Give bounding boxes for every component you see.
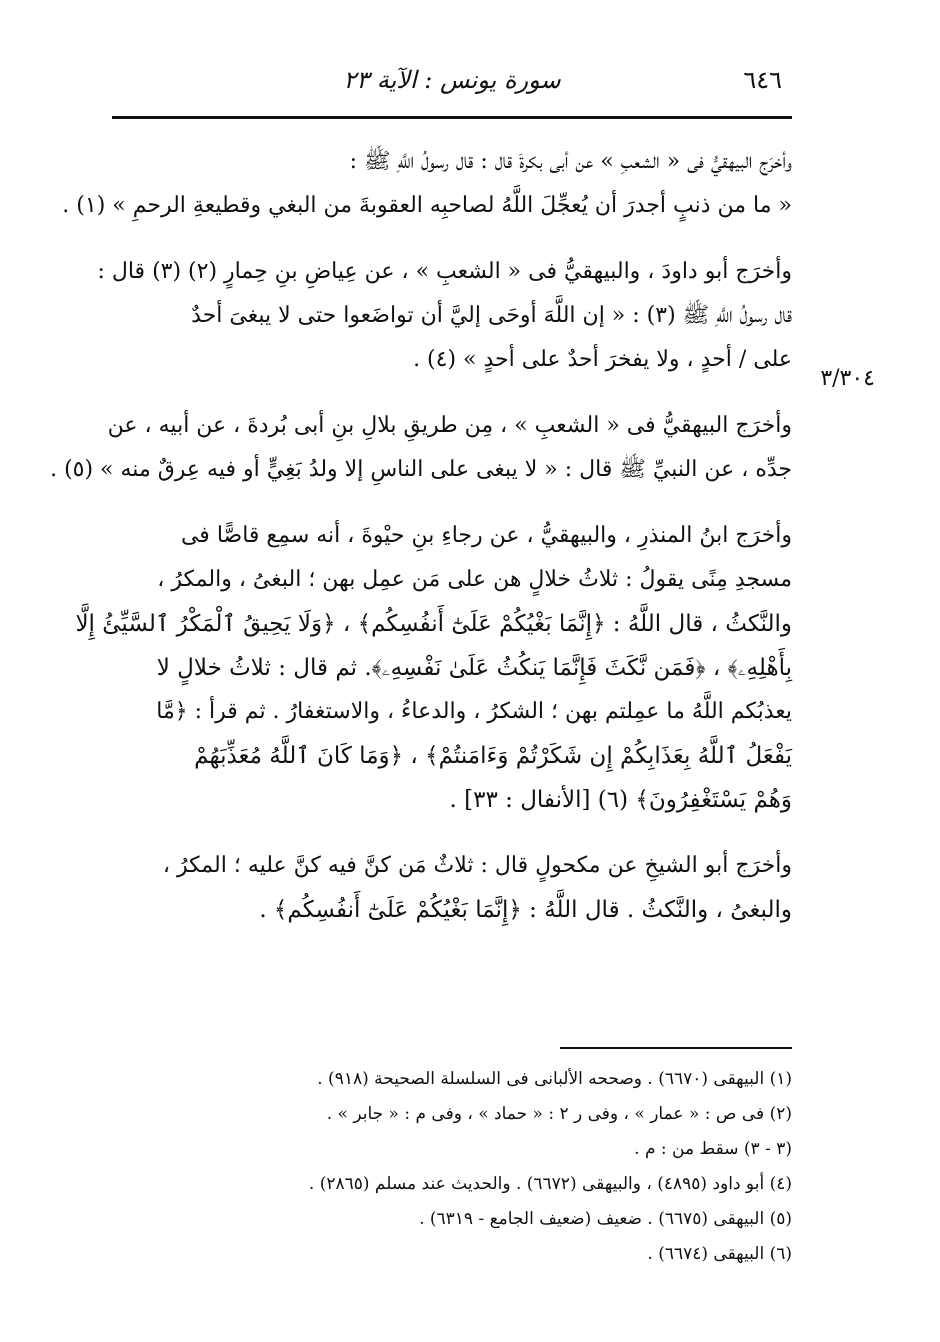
paragraph-4 (75, 514, 792, 822)
text-line: وأخرَج البيهقيُّ فى « الشعبِ » ، مِن طريقِ بلالِ بنِ أبى بُردةَ ، عن أبيه ، عن (107, 413, 792, 438)
main-text (50, 140, 792, 938)
page-number: ٦٤٦ (743, 66, 782, 94)
paragraph-5 (112, 844, 792, 932)
text-line: يَفْعَلُ ٱللَّهُ بِعَذَابِكُمْ إِن شَكَرْتُمْ وَءَامَنتُمْ﴾ ، ﴿وَمَا كَانَ ٱللَّهُ مُعَذِّبَهُمْ (194, 743, 792, 769)
text-line: على / أحدٍ ، ولا يفخرَ أحدٌ على أحدٍ » (٤) . (413, 347, 792, 372)
paragraph-1 (62, 140, 792, 228)
text-line: والبغىُ ، والنَّكثُ . قال اللَّهُ : ﴿إِنَّمَا بَغْيُكُمْ عَلَىٰٓ أَنفُسِكُم﴾ . (259, 897, 792, 923)
footnote-2: (٢) فى ص : « عمار » ، وفى ر ٢ : « حماد » ، وفى م : « جابر » . (326, 1104, 792, 1124)
footnotes (112, 1062, 792, 1272)
text-line: وأخرَج البيهقيُّ فى « الشعبِ » عن أبى بكرةَ قال : قال رسولُ اللَّهِ ﷺ : (349, 149, 792, 174)
footnote-3: (٣ - ٣) سقط من : م . (634, 1139, 792, 1159)
footnote-4: (٤) أبو داود (٤٨٩٥) ، والبيهقى (٦٦٧٢) . والحديث عند مسلم (٢٨٦٥) . (308, 1174, 792, 1194)
text-line: والنَّكثُ ، قال اللَّهُ : ﴿إِنَّمَا بَغْيُكُمْ عَلَىٰٓ أَنفُسِكُم﴾ ، ﴿وَلَا يَحِيقُ ٱلْمَكْرُ ٱلسَّيِّئُ إِلَّا (75, 611, 792, 637)
footnote-1: (١) البيهقى (٦٦٧٠) . وصححه الألبانى فى السلسلة الصحيحة (٩١٨) . (317, 1069, 792, 1089)
footnote-divider (560, 1047, 792, 1049)
text-line: مسجدِ مِنًى يقولُ : ثلاثُ خلالٍ هن على مَن عمِل بهن ؛ البغىُ ، والمكرُ ، (157, 567, 792, 592)
page-header (112, 60, 792, 119)
text-line: « ما من ذنبٍ أجدرَ أن يُعجِّلَ اللَّهُ لصاحبِه العقوبةَ من البغي وقطيعةِ الرحمِ » (١) . (62, 193, 792, 218)
running-title: سورة يونس : الآية ٢٣ (343, 66, 561, 94)
footnote-5: (٥) البيهقى (٦٦٧٥) . ضعيف (ضعيف الجامع - ٦٣١٩) . (419, 1209, 792, 1229)
text-line: قال رسولُ اللَّهِ ﷺ (٣) : « إن اللَّهَ أوحَى إليَّ أن تواضَعوا حتى لا يبغىَ أحدٌ (191, 303, 792, 328)
text-line: يعذبُكم اللَّهُ ما عمِلتم بهن ؛ الشكرُ ، والدعاءُ ، والاستغفارُ . ثم قرأ : ﴿مَّا (156, 699, 792, 724)
text-line: وأخرَج ابنُ المنذرِ ، والبيهقيُّ ، عن رجاءِ بنِ حيْوةَ ، أنه سمِع قاصًّا فى (180, 523, 792, 548)
paragraph-3 (50, 404, 792, 492)
text-line: وأخرَج أبو داودَ ، والبيهقيُّ فى « الشعبِ » ، عن عِياضِ بنِ حِمارٍ (٢) (٣) قال : (97, 259, 792, 284)
paragraph-2 (97, 250, 792, 382)
text-line: وَهُمْ يَسْتَغْفِرُونَ﴾ (٦) [الأنفال : ٣٣] . (449, 787, 792, 813)
footnote-6: (٦) البيهقى (٦٦٧٤) . (647, 1244, 792, 1264)
text-line: جدِّه ، عن النبيِّ ﷺ قال : « لا يبغى على الناسِ إلا ولدُ بَغِيٍّ أو فيه عِرقٌ منه » (٥) . (50, 457, 792, 482)
margin-reference: ٣/٣٠٤ (820, 366, 875, 391)
text-line: بِأَهْلِهِۦ﴾ ، ﴿فَمَن نَّكَثَ فَإِنَّمَا يَنكُثُ عَلَىٰ نَفْسِهِۦ﴾. ثم قال : ثلاثُ خلالٍ لا (156, 655, 792, 681)
text-line: وأخرَج أبو الشيخِ عن مكحولٍ قال : ثلاثٌ مَن كنَّ فيه كنَّ عليه ؛ المكرُ ، (162, 853, 792, 878)
